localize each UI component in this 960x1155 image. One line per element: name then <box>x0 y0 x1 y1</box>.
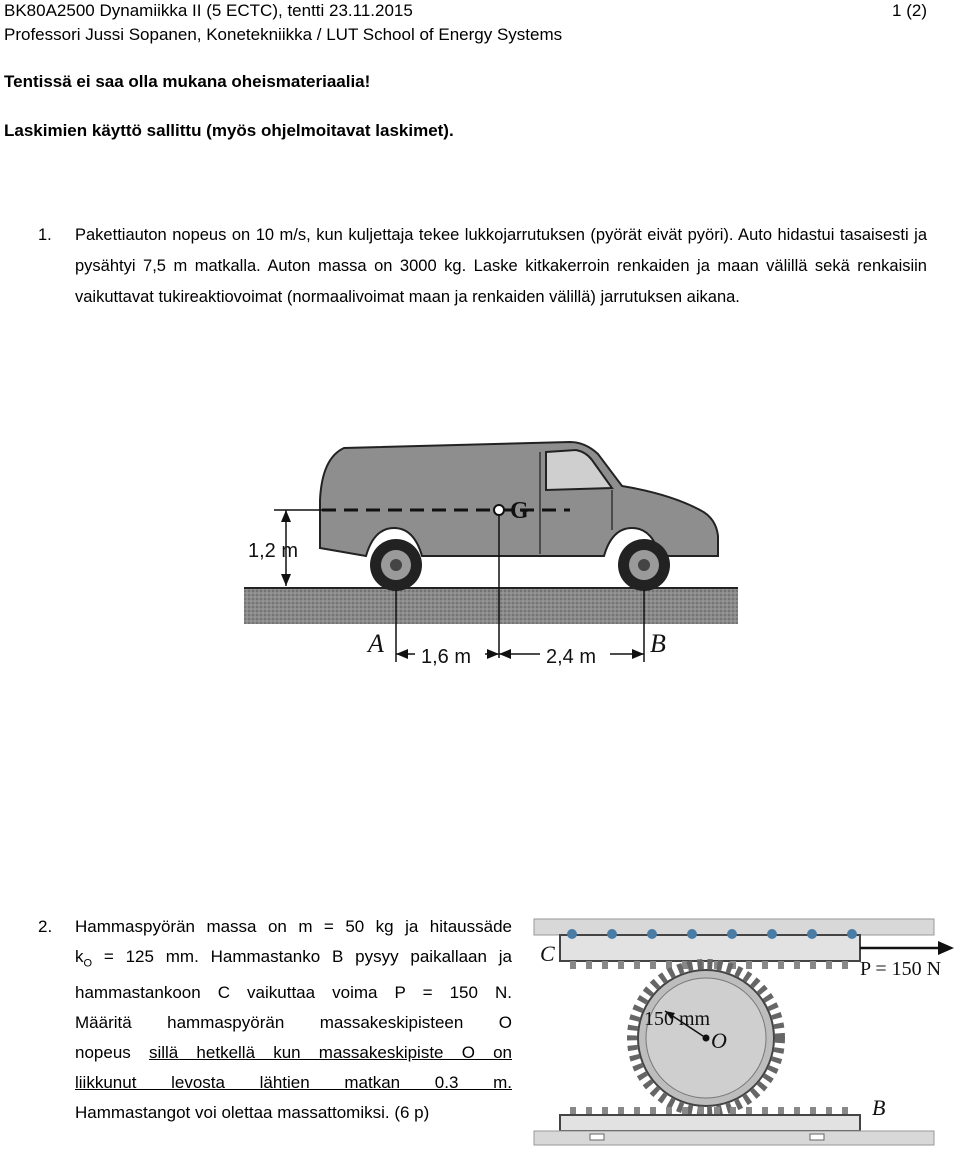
problem2-line2 <box>75 942 512 978</box>
center-label: O <box>711 1028 727 1053</box>
problem2-line1: Hammaspyörän massa on m = 50 kg ja hitaussäde <box>75 917 512 936</box>
calculator-notice: Laskimien käyttö sallittu (myös ohjelmoitavat laskimet). <box>4 121 454 140</box>
rack-c <box>560 935 860 961</box>
point-b-label: B <box>650 629 666 658</box>
radius-label: 150 mm <box>644 1008 711 1030</box>
problem2-line3: hammastankoon C vaikuttaa voima P = 150 N. <box>75 983 512 1003</box>
cg-label: G <box>510 498 529 524</box>
problem2-text <box>75 912 512 1128</box>
front-wheel <box>618 539 670 591</box>
dist-a-label: 1,6 m <box>421 646 472 668</box>
rack-b-label: B <box>872 1095 886 1120</box>
materials-notice: Tentissä ei saa olla mukana oheismateriaalia! <box>4 72 371 91</box>
k-subscript: O <box>83 957 93 970</box>
problem1-text: Pakettiauton nopeus on 10 m/s, kun kuljettaja tekee lukkojarrutuksen (pyörät eivät pyöri). Auto hidastui tasaisesti ja pysähtyi 7,5 m matkalla. Auton massa on 3000 kg. Laske kitkakerroin renkaiden ja maan välillä sekä renkaisiin vaikuttavat tukireaktiovoimat (normaalivoimat maan ja renkaiden välillä) jarrutuksen aikana. <box>75 226 927 306</box>
problem2-number: 2. <box>38 917 53 936</box>
problem2-line5-underlined: sillä hetkellä kun massakeskipiste O on <box>148 1043 513 1063</box>
problem2-line6: liikkunut levosta lähtien matkan 0.3 m. <box>75 1073 512 1093</box>
rack-c-label: C <box>540 941 555 966</box>
rack-b <box>560 1115 860 1131</box>
force-label: P = 150 N <box>860 958 942 980</box>
problem2-line4: Määritä hammaspyörän massakeskipisteen O <box>75 1013 512 1033</box>
rear-wheel <box>370 539 422 591</box>
point-a-label: A <box>368 629 384 658</box>
problem2-line7: Hammastangot voi olettaa massattomiksi. (6 p) <box>75 1103 430 1123</box>
problem2-line2-rest: = 125 mm. Hammastanko B pysyy paikallaan ja <box>92 947 512 966</box>
k-symbol: k <box>75 947 84 966</box>
professor-line: Professori Jussi Sopanen, Konetekniikka / LUT School of Energy Systems <box>4 25 563 44</box>
problem2-line5-a: nopeus <box>75 1043 149 1063</box>
center-o <box>703 1035 710 1042</box>
gear-figure <box>530 915 960 1150</box>
cg-marker <box>494 505 504 515</box>
problem2-line5 <box>75 1038 512 1068</box>
problem1-number: 1. <box>38 226 52 244</box>
ground <box>244 588 738 624</box>
van-figure <box>240 430 740 675</box>
height-label: 1,2 m <box>248 540 299 562</box>
page-number: 1 (2) <box>892 1 927 20</box>
dist-b-label: 2,4 m <box>546 646 597 668</box>
course-title: BK80A2500 Dynamiikka II (5 ECTC), tentti 23.11.2015 <box>4 1 413 20</box>
